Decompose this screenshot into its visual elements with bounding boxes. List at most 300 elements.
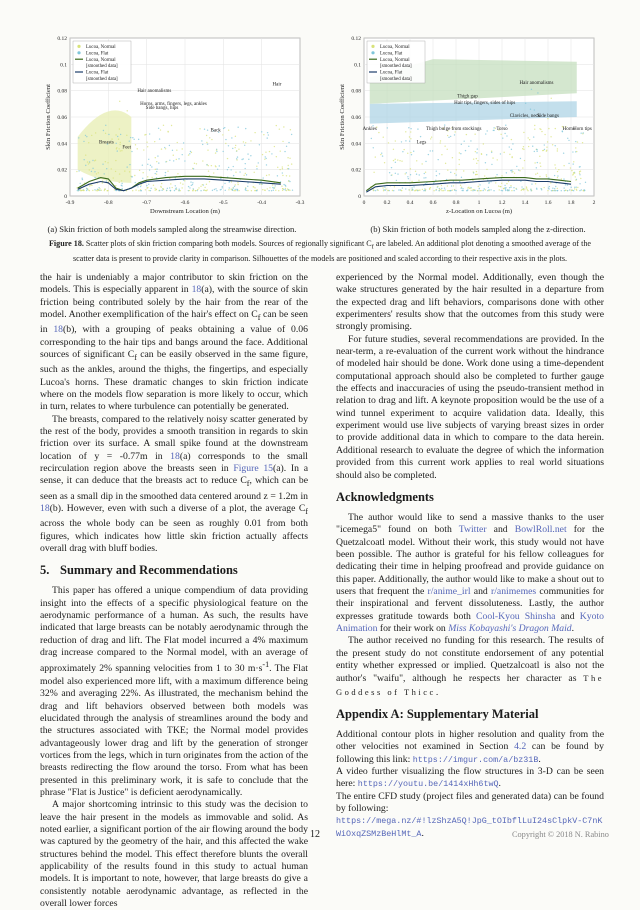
chart-1-scatter-point — [417, 128, 418, 129]
chart-1-scatter-point — [441, 185, 442, 186]
paragraph: The entire CFD study (project files and generated data) can be found by following: https://mega.nz/#!lzShzA5Q!JpG_tOIbflLuI24sClpkV-C7nKWiOxqZSMzBeHlMt_A. — [336, 790, 604, 839]
chart-0-scatter-point — [104, 190, 105, 191]
chart-1-legend-label: Lucoa, Flat — [380, 51, 403, 57]
chart-1-scatter-point — [513, 190, 514, 191]
chart-0-annotation: Side bangs, hips — [145, 106, 179, 112]
chart-0-scatter-point — [127, 110, 128, 111]
chart-0-scatter-point — [169, 160, 170, 161]
figure-ref-link[interactable]: 18 — [40, 503, 50, 514]
figure-ref-link[interactable]: 18 — [170, 450, 180, 462]
chart-0-legend — [73, 41, 131, 83]
chart-0-scatter-point — [166, 190, 167, 191]
chart-1-scatter-point — [575, 141, 576, 142]
chart-0-scatter-point — [155, 169, 156, 170]
chart-0-legend-label: Lucoa, Normal — [86, 45, 116, 50]
chart-0-scatter-point — [194, 163, 195, 164]
chart-1-scatter-point — [444, 189, 445, 190]
chart-1-scatter-point — [549, 186, 550, 187]
chart-0-scatter-point — [227, 169, 228, 170]
chart-1-scatter-point — [486, 154, 487, 155]
chart-0-scatter-point — [118, 148, 119, 149]
paragraph: A major shortcoming intrinsic to this study was the decision to leave the hair present in the models as immovable and solid. As noted earlier, a significant portion of the air flowing around the body was captured by the geometry of the hair, and this affected the wake structures behind the model. This effect therefore blunts the overall applicability of the results found in this study to actual human models. It is important to note, however, that large breasts do give a consistently notable aerodynamic advantage, as reflected in the overall lower forces — [40, 799, 308, 910]
chart-1-scatter-point — [555, 128, 556, 129]
chart-1-scatter-point — [553, 190, 554, 191]
chart-0-scatter-point — [107, 190, 108, 191]
bowlroll-link[interactable]: BowlRoll.net — [514, 524, 567, 536]
paragraph: For future studies, several recommendations are provided. In the near-term, a re-evaluation of the current work without the hindrance of modeled hair should be done. Work done using a time-dependent computational approach should also be completed to further gauge the effects and inaccuracies of using the pseudo-transient method in relation to drag and lift. A keynote proposition would be the use of a wind tunnel experiment to acquire validation data. Ideally, this experiment would use live subjects of varying breast sizes in order to provide additional data in which to compare to the data herein. Additional research to evaluate the degree of which the information provided from this current work applies to real world situations should also be completed. — [336, 333, 604, 481]
chart-0-scatter-point — [256, 168, 257, 169]
chart-1-scatter-point — [447, 149, 448, 150]
chart-1-legend-label: Lucoa, Normal — [380, 45, 410, 50]
chart-0-scatter-point — [215, 188, 216, 189]
coolkyou-link[interactable]: Cool-Kyou Shinsha — [476, 610, 556, 622]
chart-0-scatter-point — [211, 139, 212, 140]
chart-1-scatter-point — [567, 184, 568, 185]
chart-0-scatter-point — [165, 172, 166, 173]
chart-0-scatter-point — [94, 171, 95, 172]
chart-1-scatter-point — [430, 138, 431, 139]
chart-0-scatter-point — [236, 150, 237, 151]
chart-1-scatter-point — [508, 189, 509, 190]
chart-1-scatter-point — [535, 173, 536, 174]
chart-0-scatter-point — [105, 133, 106, 134]
right-column — [336, 272, 604, 840]
chart-0-scatter-point — [156, 171, 157, 172]
chart-1-scatter-point — [443, 190, 444, 191]
figure-18b — [336, 30, 600, 242]
chart-0-scatter-point — [245, 142, 246, 143]
chart-0-scatter-point — [227, 158, 228, 159]
chart-1-scatter-point — [410, 138, 411, 139]
chart-1-scatter-point — [501, 175, 502, 176]
chart-0-scatter-point — [196, 190, 197, 191]
chart-0-x-tick-label: -0.3 — [295, 200, 305, 206]
chart-0-scatter-point — [251, 190, 252, 191]
chart-0-y-tick-label: 0.12 — [57, 36, 67, 42]
chart-1-scatter-point — [412, 189, 413, 190]
chart-0-scatter-point — [211, 165, 212, 166]
chart-0-scatter-point — [145, 189, 146, 190]
chart-1-scatter-point — [567, 138, 568, 139]
chart-1-scatter-point — [546, 176, 547, 177]
chart-1-scatter-point — [541, 131, 542, 132]
chart-0-scatter-point — [235, 136, 236, 137]
chart-0-scatter-point — [256, 190, 257, 191]
chart-0-scatter-point — [157, 155, 158, 156]
chart-0-legend-label: Lucoa, Flat — [86, 70, 109, 76]
figure-ref-link[interactable]: 18 — [191, 284, 202, 296]
chart-0-scatter-point — [269, 151, 270, 152]
chart-1-scatter-point — [479, 184, 480, 185]
chart-0-scatter-point — [130, 137, 131, 138]
chart-1-scatter-point — [439, 173, 440, 174]
chart-1-scatter-point — [433, 190, 434, 191]
chart-1-scatter-point — [405, 131, 406, 132]
chart-0-annotation: Feet — [122, 145, 132, 151]
chart-1-scatter-point — [476, 171, 477, 172]
animemes-link[interactable]: r/animemes — [490, 585, 537, 597]
chart-0-legend-marker — [77, 45, 80, 48]
chart-0-scatter-point — [231, 181, 232, 182]
chart-1-scatter-point — [396, 180, 397, 181]
acknowledgments-heading: Acknowledgments — [336, 489, 434, 504]
chart-1-scatter-point — [393, 160, 394, 161]
chart-0-scatter-point — [94, 189, 95, 190]
chart-1-scatter-point — [509, 187, 510, 188]
chart-1-x-tick-label: 1.8 — [567, 200, 575, 206]
chart-0-scatter-point — [190, 151, 191, 152]
chart-1-scatter-point — [509, 154, 510, 155]
chart-1-scatter-point — [537, 162, 538, 163]
chart-1-scatter-point — [459, 181, 460, 182]
chart-0-scatter-point — [268, 190, 269, 191]
chart-0-scatter-point — [94, 160, 95, 161]
chart-1-scatter-point — [583, 132, 584, 133]
chart-1-scatter-point — [410, 128, 411, 129]
chart-0-scatter-point — [250, 140, 251, 141]
chart-0-scatter-point — [132, 137, 133, 138]
chart-1-scatter-point — [537, 92, 538, 93]
chart-0-scatter-point — [76, 171, 77, 172]
chart-1-scatter-point — [460, 185, 461, 186]
chart-1-scatter-point — [531, 183, 532, 184]
chart-0-scatter-point — [165, 161, 166, 162]
chart-0-scatter-point — [291, 134, 292, 135]
chart-1-scatter-point — [579, 166, 580, 167]
chart-0-scatter-point — [107, 162, 108, 163]
chart-0-scatter-point — [182, 148, 183, 149]
chart-1-scatter-point — [456, 169, 457, 170]
chart-1-scatter-point — [555, 167, 556, 168]
chart-1-scatter-point — [554, 188, 555, 189]
chart-1-scatter-point — [410, 131, 411, 132]
chart-0-scatter-point — [262, 154, 263, 155]
chart-1-scatter-point — [574, 188, 575, 189]
chart-0-scatter-point — [106, 180, 107, 181]
chart-1-scatter-point — [477, 190, 478, 191]
chart-1-scatter-point — [476, 158, 477, 159]
chart-0-scatter-point — [155, 157, 156, 158]
chart-0-scatter-point — [161, 148, 162, 149]
chart-1-scatter-point — [476, 163, 477, 164]
chart-1-scatter-point — [478, 186, 479, 187]
chart-0-scatter-point — [171, 125, 172, 126]
chart-0-scatter-point — [170, 183, 171, 184]
chart-0-scatter-point — [113, 177, 114, 178]
chart-1-annotation: Hair tips, fingers, sides of hips — [454, 100, 516, 106]
chart-0-scatter-point — [78, 137, 79, 138]
chart-0-scatter-point — [120, 150, 121, 151]
chart-0-scatter-point — [291, 163, 292, 164]
chart-0-scatter-point — [182, 154, 183, 155]
chart-1-scatter-point — [406, 172, 407, 173]
chart-0-scatter-point — [259, 144, 260, 145]
chart-1-scatter-point — [470, 190, 471, 191]
chart-0-scatter-point — [102, 182, 103, 183]
chart-0-scatter-point — [189, 187, 190, 188]
imgur-link[interactable]: https://imgur.com/a/bz31B — [412, 754, 539, 765]
chart-1-scatter-point — [441, 188, 442, 189]
chart-1-scatter-point — [512, 143, 513, 144]
chart-0-scatter-point — [222, 151, 223, 152]
chart-0-scatter-point — [236, 189, 237, 190]
chart-0-scatter-point — [282, 141, 283, 142]
figure-caption: Figure 18. Scatter plots of skin friction comparing both models. Sources of regionally significant $C_f$ are labeled. An additional plot denoting a smoothed average of the scatter data is present to provide clarity in comparison. Silhouettes of the models are positioned and scaled according to their respective axis in the plots. — [48, 239, 592, 263]
chart-1-scatter-point — [407, 176, 408, 177]
chart-1-scatter-point — [571, 170, 572, 171]
chart-1-scatter-point — [460, 153, 461, 154]
chart-1-x-tick-label: 1.2 — [498, 200, 506, 206]
chart-0-scatter-point — [147, 187, 148, 188]
chart-0-scatter-point — [119, 128, 120, 129]
chart-0-scatter-point — [217, 169, 218, 170]
chart-0-scatter-point — [245, 163, 246, 164]
chart-0-scatter-point — [208, 170, 209, 171]
chart-1-scatter-point — [536, 149, 537, 150]
chart-0-scatter-point — [275, 190, 276, 191]
chart-1-scatter-point — [547, 141, 548, 142]
chart-0-scatter-point — [234, 186, 235, 187]
chart-1-scatter-point — [459, 152, 460, 153]
chart-1-scatter-point — [561, 178, 562, 179]
chart-0-scatter-point — [223, 128, 224, 129]
chart-0-scatter-point — [78, 170, 79, 171]
chart-0-scatter-point — [184, 180, 185, 181]
chart-1-scatter-point — [407, 153, 408, 154]
chart-1-scatter-point — [436, 175, 437, 176]
chart-1-scatter-point — [523, 146, 524, 147]
chart-0-scatter-point — [236, 158, 237, 159]
chart-1-x-tick-label: 0.6 — [429, 200, 437, 206]
chart-0-scatter-point — [191, 185, 192, 186]
chart-1-scatter-point — [401, 190, 402, 191]
chart-0-scatter-point — [169, 145, 170, 146]
chart-0-scatter-point — [148, 159, 149, 160]
chart-0-scatter-point — [205, 190, 206, 191]
chart-0-scatter-point — [137, 186, 138, 187]
chart-0-scatter-point — [162, 188, 163, 189]
chart-0-x-tick-label: -0.4 — [257, 200, 267, 206]
kyoani-link[interactable]: Kyoto Animation — [336, 610, 604, 634]
chart-0-scatter-point — [245, 173, 246, 174]
chart-1-scatter-point — [465, 150, 466, 151]
chart-1-scatter-point — [466, 134, 467, 135]
chart-1-scatter-point — [482, 190, 483, 191]
chart-0-scatter-point — [172, 150, 173, 151]
chart-1-scatter-point — [522, 189, 523, 190]
chart-0-scatter-point — [225, 143, 226, 144]
chart-1-y-tick-label: 0.1 — [354, 62, 361, 69]
chart-0-scatter-point — [174, 190, 175, 191]
chart-0-scatter-point — [108, 134, 109, 135]
chart-0-scatter-point — [264, 159, 265, 160]
anime-irl-link[interactable]: r/anime_irl — [427, 585, 471, 597]
chart-1-x-tick-label: 0 — [362, 200, 366, 206]
chart-0-scatter-point — [232, 189, 233, 190]
chart-1-scatter-point — [468, 187, 469, 188]
chart-1-scatter-point — [493, 190, 494, 191]
chart-1-scatter-point — [377, 190, 378, 191]
chart-1-scatter-point — [579, 183, 580, 184]
chart-0-scatter-point — [96, 173, 97, 174]
chart-0-scatter-point — [140, 186, 141, 187]
chart-1-legend-label: [smoothed data] — [380, 64, 412, 70]
chart-1-y-tick-label: 0.12 — [351, 36, 361, 42]
chart-0-scatter-point — [215, 152, 216, 153]
chart-0-scatter-point — [175, 185, 176, 186]
chart-0-scatter-point — [261, 131, 262, 132]
chart-1-scatter-point — [383, 137, 384, 138]
chart-1-scatter-point — [504, 187, 505, 188]
chart-0-scatter-point — [165, 148, 166, 149]
chart-0-scatter-point — [105, 161, 106, 162]
chart-0-scatter-point — [284, 151, 285, 152]
chart-0-scatter-point — [167, 170, 168, 171]
twitter-link[interactable]: Twitter — [458, 524, 487, 536]
chart-1-scatter-point — [573, 190, 574, 191]
chart-0-scatter-point — [188, 154, 189, 155]
chart-1-scatter-point — [539, 128, 540, 129]
section-ref-link[interactable]: 4.2 — [514, 741, 527, 753]
chart-1-scatter-point — [475, 151, 476, 152]
chart-0-scatter-point — [115, 160, 116, 161]
chart-1-scatter-point — [526, 187, 527, 188]
chart-0-scatter-point — [213, 172, 214, 173]
chart-1-scatter-point — [511, 139, 512, 140]
appendix-heading: Appendix A: Supplementary Material — [336, 707, 539, 721]
chart-0-scatter-point — [92, 160, 93, 161]
chart-1-scatter-point — [488, 182, 489, 183]
chart-1-scatter-point — [543, 187, 544, 188]
chart-1-scatter-point — [520, 158, 521, 159]
chart-1-scatter-point — [441, 190, 442, 191]
chart-0-scatter-point — [137, 148, 138, 149]
chart-1-scatter-point — [444, 145, 445, 146]
chart-1-scatter-point — [513, 187, 514, 188]
paragraph: the hair is undeniably a major contributor to skin friction on the models. This is especially apparent in 18(a), with the source of skin friction being contributed solely by the hair from the rear of the model. Another exemplification of the hair's effect on $C_f$ can be seen in 18(b), with a grouping of peaks obtaining a value of 0.06 corresponding to the hair tips and bangs around the face. Additional sources of significant $C_f$ can be easily observed in the same figure, such as the ankles, around the thighs, the fingertips, and especially Lucoa's horns. These dramatic changes to skin friction indicate where on the models flow separation is more likely to occur, which in turn, relates to where turbulence can potentially be generated. — [40, 272, 309, 413]
chart-0-scatter-point — [222, 134, 223, 135]
paragraph: Additional contour plots in higher resolution and quality from the other velocities not examined in Section 4.2 can be found by following this link: https://imgur.com/a/bz31B. — [336, 729, 604, 765]
chart-1-scatter-point — [373, 190, 374, 191]
chart-1-scatter-point — [447, 169, 448, 170]
chart-1-scatter-point — [537, 173, 538, 174]
chart-1-scatter-point — [555, 186, 556, 187]
chart-0-scatter-point — [146, 141, 147, 142]
chart-0-scatter-point — [268, 174, 269, 175]
chart-1-scatter-point — [411, 181, 412, 182]
chart-0-scatter-point — [78, 190, 79, 191]
chart-1-x-tick-label: 1.4 — [521, 200, 529, 206]
chart-1-scatter-point — [503, 152, 504, 153]
chart-1-scatter-point — [462, 190, 463, 191]
chart-1-scatter-point — [501, 190, 502, 191]
chart-1-scatter-point — [475, 174, 476, 175]
chart-1-scatter-point — [532, 146, 533, 147]
chart-1-legend-marker — [371, 51, 374, 54]
chart-1-scatter-point — [450, 172, 451, 173]
chart-0-scatter-point — [238, 149, 239, 150]
chart-0-scatter-point — [172, 187, 173, 188]
chart-1-scatter-point — [573, 172, 574, 173]
youtube-link[interactable]: https://youtu.be/1414xHh6twQ — [357, 779, 499, 790]
paragraph: This paper has offered a unique compendium of data providing insight into the effects of a specific physiological feature on the aerodynamic performance of a human. As such, the results have indicated that large breasts can be notably aerodynamic through the reduction of drag and lift. The Flat model incurred a 4% maximum drag increase compared to the Normal model, with an average of approximately 2% spanning velocities from 1 to 30 $m\cdot s^{-1}$. The Flat model also experienced more lift, with a maximum difference being 32% and averaging 22%. As illustrated, the mechanism behind the drag and lift behaviors observed between both models was elucidated through the analysis of streamlines around the body and the structures associated with TKE; the Normal model provides advantageously lower drag and lift by the generation of stronger vortices from the legs, which in turn originates from the action of the breasts redirecting the flow around the torso. From what has been presented in this preliminary work, it is safe to conclude that the phrase "Flat is Justice" is deficient aerodynamically. — [40, 585, 308, 799]
chart-1-x-tick-label: 0.2 — [383, 200, 391, 206]
chart-1-scatter-point — [525, 103, 526, 104]
chart-1-scatter-point — [402, 187, 403, 188]
chart-0-scatter-point — [225, 139, 226, 140]
chart-0-scatter-point — [88, 142, 89, 143]
chart-1-scatter-point — [454, 173, 455, 174]
chart-1-scatter-point — [408, 127, 409, 128]
chart-1-scatter-point — [580, 178, 581, 179]
chart-1-scatter-point — [574, 187, 575, 188]
left-column — [40, 272, 308, 910]
chart-1-scatter-point — [498, 185, 499, 186]
chart-1-scatter-point — [393, 190, 394, 191]
chart-0-y-axis-label: Skin Friction Coefficient — [45, 84, 52, 150]
chart-0-scatter-point — [247, 182, 248, 183]
chart-1-scatter-point — [419, 189, 420, 190]
chart-1-scatter-point — [373, 172, 374, 173]
chart-1-scatter-point — [410, 168, 411, 169]
chart-1-scatter-point — [582, 142, 583, 143]
chart-1-scatter-point — [429, 189, 430, 190]
chart-1-scatter-point — [516, 166, 517, 167]
chart-0-scatter-point — [159, 138, 160, 139]
chart-0-scatter-point — [225, 190, 226, 191]
chart-1-scatter-point — [468, 146, 469, 147]
chart-18b — [336, 30, 600, 220]
chart-0-scatter-point — [282, 175, 283, 176]
chart-1-scatter-point — [548, 128, 549, 129]
chart-1-y-tick-label: 0.06 — [351, 115, 361, 121]
chart-1-scatter-point — [409, 189, 410, 190]
chart-0-x-tick-label: -0.8 — [103, 200, 113, 206]
chart-0-y-tick-label: 0.04 — [57, 141, 67, 148]
figure-ref-link[interactable]: Figure 15 — [233, 463, 274, 475]
chart-0-scatter-point — [165, 175, 166, 176]
chart-0-scatter-point — [129, 140, 130, 141]
chart-0-scatter-point — [130, 175, 131, 176]
chart-1-scatter-point — [411, 187, 412, 188]
chart-0-scatter-point — [286, 175, 287, 176]
chart-0-scatter-point — [121, 183, 122, 184]
chart-0-scatter-point — [184, 160, 185, 161]
chart-0-scatter-point — [273, 190, 274, 191]
chart-0-scatter-point — [265, 151, 266, 152]
chart-1-scatter-point — [544, 134, 545, 135]
figure-ref-link[interactable]: 18 — [53, 324, 63, 336]
chart-1-scatter-point — [378, 132, 379, 133]
chart-1-annotation: Horn tips — [573, 127, 592, 133]
chart-1-legend — [367, 41, 425, 83]
chart-0-scatter-point — [237, 127, 238, 128]
chart-1-scatter-point — [539, 176, 540, 177]
chart-1-scatter-point — [576, 190, 577, 191]
chart-0-scatter-point — [234, 147, 235, 148]
chart-0-scatter-point — [245, 128, 246, 129]
chart-0-scatter-point — [91, 185, 92, 186]
chart-1-scatter-point — [470, 140, 471, 141]
chart-0-scatter-point — [233, 190, 234, 191]
chart-1-annotation: Hair anomalisms — [519, 81, 554, 87]
chart-1-scatter-point — [431, 136, 432, 137]
chart-1-scatter-point — [439, 189, 440, 190]
chart-1-y-tick-label: 0 — [358, 194, 361, 200]
dragon-maid-link[interactable]: Miss Kobayashi's Dragon Maid — [448, 622, 572, 634]
chart-1-x-tick-label: 2 — [592, 200, 596, 206]
mega-link[interactable]: https://mega.nz/#!lzShzA5Q!JpG_tOIbflLuI24sClpkV-C7nKWiOxqZSMzBeHlMt_A — [336, 816, 603, 839]
